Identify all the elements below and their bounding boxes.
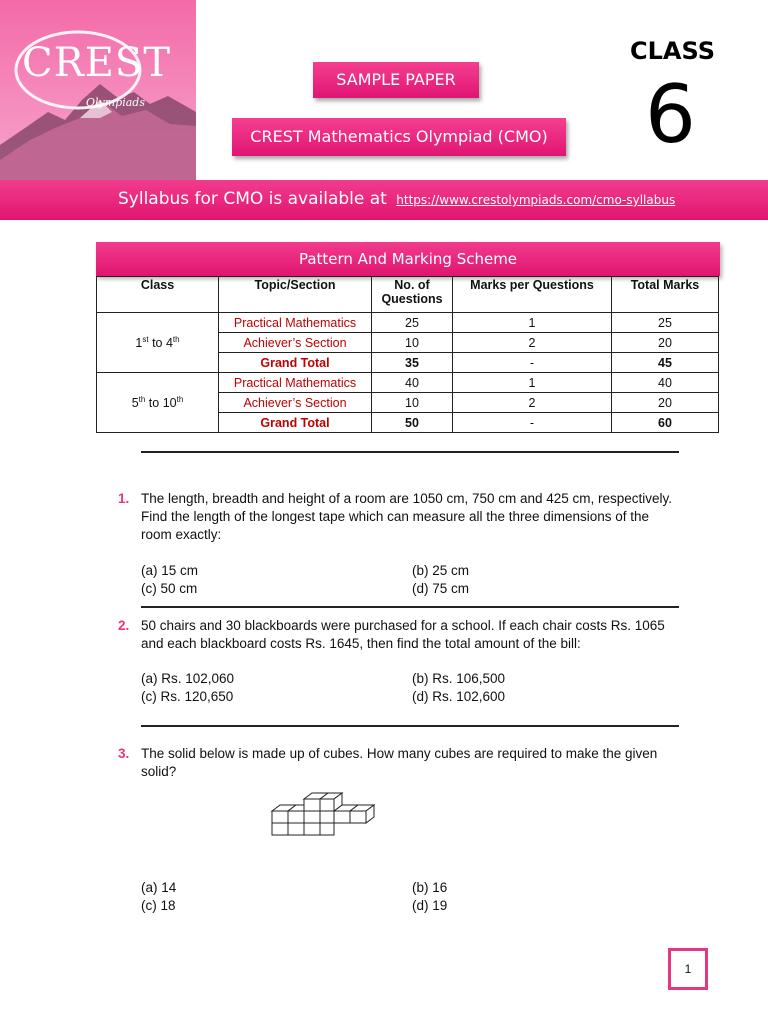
marks-per-cell: 2 [453,393,612,413]
question-3 [118,745,678,781]
marking-scheme-table [96,276,719,433]
option-b[interactable]: (b) 25 cm [412,563,470,578]
class-range-sup: th [138,394,146,404]
col-header-class: Class [97,277,219,313]
mountain-logo-art [0,0,196,185]
syllabus-bar [0,180,768,220]
option-b[interactable]: (b) Rs. 106,500 [412,671,506,686]
col-header-topic: Topic/Section [219,277,372,313]
topic-cell: Practical Mathematics [219,373,372,393]
option-c[interactable]: (c) 50 cm [141,581,198,596]
class-label: CLASS [630,37,715,65]
syllabus-text: Syllabus for CMO is available at [118,189,387,209]
syllabus-link[interactable]: https://www.crestolympiads.com/cmo-syllabus [396,193,676,207]
questions-cell: 10 [372,333,453,353]
crest-logo [0,0,196,185]
class-range-end: to 4 [148,336,173,351]
topic-cell: Achiever’s Section [219,393,372,413]
class-range-end: to 10 [145,396,177,411]
topic-cell: Practical Mathematics [219,313,372,333]
question-number: 1. [118,491,130,506]
total-cell: 60 [612,413,719,433]
divider [141,606,679,608]
class-range-sup: th [172,334,180,344]
class-number: 6 [645,68,696,161]
col-header-questions: No. of Questions [372,277,453,313]
total-cell: 45 [612,353,719,373]
question-text: The solid below is made up of cubes. How many cubes are required to make the given solid? [141,746,658,779]
option-a[interactable]: (a) 14 [141,880,177,895]
option-a[interactable]: (a) Rs. 102,060 [141,671,235,686]
page-number: 1 [668,948,708,990]
marks-per-cell: 2 [453,333,612,353]
total-cell: 20 [612,393,719,413]
class-range-cell [97,373,219,433]
total-cell: 25 [612,313,719,333]
col-header-marks-per: Marks per Questions [453,277,612,313]
option-c[interactable]: (c) Rs. 120,650 [141,689,234,704]
question-number: 3. [118,746,130,761]
questions-cell: 35 [372,353,453,373]
grand-total-cell: Grand Total [219,413,372,433]
logo-subtext: Olympiads [86,96,145,109]
option-b[interactable]: (b) 16 [412,880,448,895]
marks-per-cell: - [453,413,612,433]
class-range-cell [97,313,219,373]
table-header-row [97,277,719,313]
question-1 [118,490,678,544]
question-text: 50 chairs and 30 blackboards were purchased for a school. If each chair costs Rs. 1065 and each blackboard costs Rs. 1645, then find the total amount of the bill: [141,618,665,651]
table-row [97,313,719,333]
class-range-start: 5 [131,396,139,411]
question-text: The length, breadth and height of a room are 1050 cm, 750 cm and 425 cm, respectively. Find the length of the longest tape which can measure all the three dimensions of the room exactly: [141,491,673,542]
col-header-total: Total Marks [612,277,719,313]
class-range-sup: st [142,334,149,344]
class-range-start: 1 [135,336,143,351]
question-number: 2. [118,618,130,633]
questions-cell: 25 [372,313,453,333]
grand-total-cell: Grand Total [219,353,372,373]
sample-paper-badge: SAMPLE PAPER [313,62,479,98]
total-cell: 20 [612,333,719,353]
exam-name-badge: CREST Mathematics Olympiad (CMO) [232,118,566,156]
table-row [97,373,719,393]
divider [141,451,679,453]
option-a[interactable]: (a) 15 cm [141,563,199,578]
cube-solid-figure [268,785,380,837]
option-d[interactable]: (d) 75 cm [412,581,470,596]
questions-cell: 40 [372,373,453,393]
option-d[interactable]: (d) 19 [412,898,448,913]
questions-cell: 10 [372,393,453,413]
questions-cell: 50 [372,413,453,433]
logo-text: CREST [22,40,172,86]
option-d[interactable]: (d) Rs. 102,600 [412,689,506,704]
total-cell: 40 [612,373,719,393]
option-c[interactable]: (c) 18 [141,898,176,913]
marks-per-cell: 1 [453,373,612,393]
scheme-title: Pattern And Marking Scheme [96,242,720,276]
marks-per-cell: - [453,353,612,373]
marks-per-cell: 1 [453,313,612,333]
question-2 [118,617,678,653]
topic-cell: Achiever’s Section [219,333,372,353]
class-range-sup: th [176,394,184,404]
divider [141,725,679,727]
